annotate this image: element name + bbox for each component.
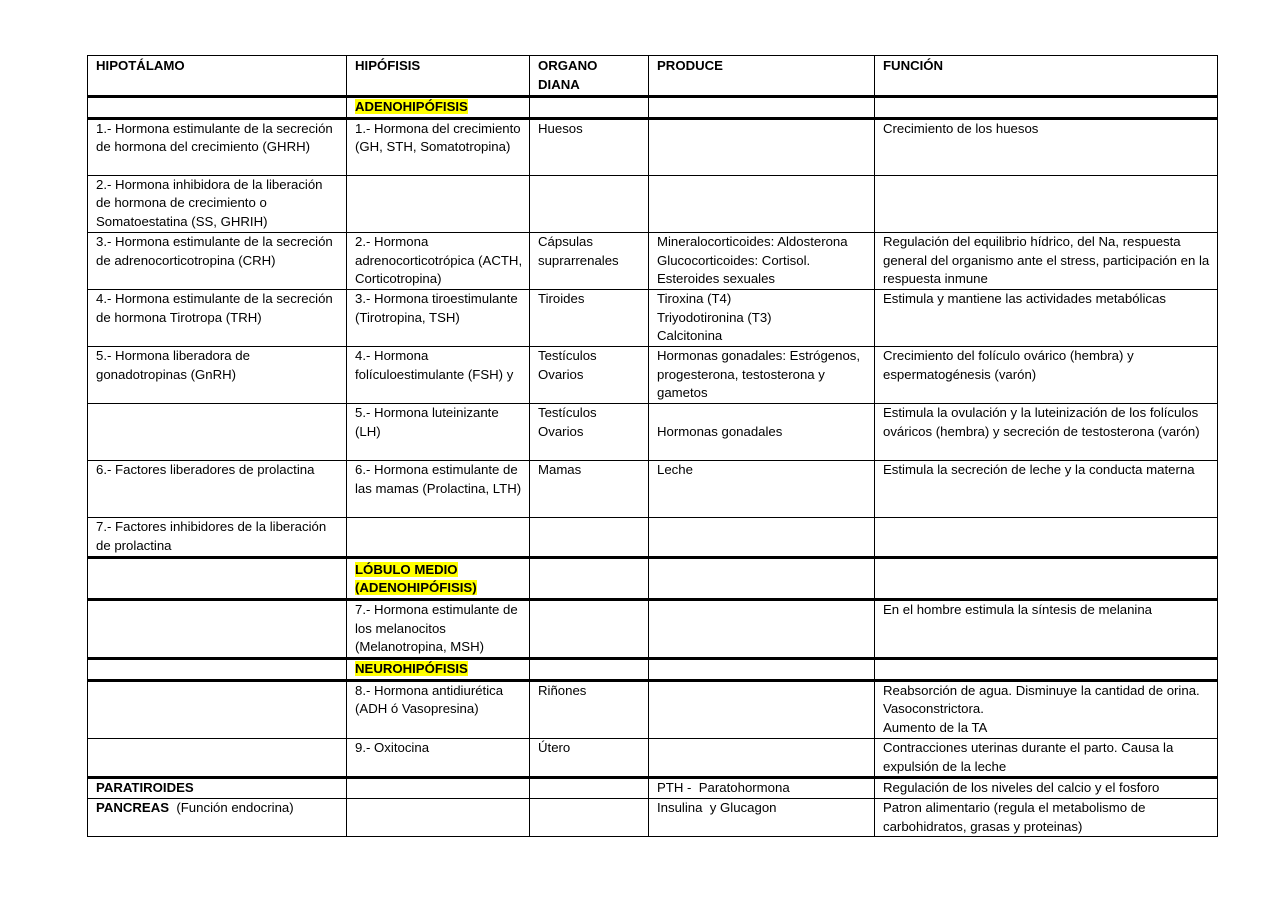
cell-hipofisis: 7.- Hormona estimulante de los melanocitos (Melanotropina, MSH) (347, 599, 530, 658)
cell-funcion: Crecimiento del folículo ovárico (hembra) y espermatogénesis (varón) (875, 347, 1218, 404)
cell-hipotalamo: 2.- Hormona inhibidora de la liberación de hormona de crecimiento o Somatoestatina (SS, GHRIH) (88, 175, 347, 232)
produce-line: Triyodotironina (T3) (657, 309, 772, 325)
section-row-lobulo-medio (88, 557, 1218, 599)
table-row (88, 778, 1218, 799)
produce-line: Glucocorticoides: Cortisol. (657, 252, 811, 268)
cell-produce (649, 518, 875, 557)
table-row (88, 289, 1218, 346)
cell-produce (649, 232, 875, 289)
cell-produce: PTH - Paratohormona (649, 778, 875, 799)
cell-organo (530, 347, 649, 404)
cell-funcion (875, 680, 1218, 738)
cell-organo (530, 798, 649, 836)
table-header-row (88, 56, 1218, 97)
cell-produce (649, 680, 875, 738)
organo-line: Testículos (538, 405, 597, 421)
cell-produce: Insulina y Glucagon (649, 798, 875, 836)
cell-organo (530, 778, 649, 799)
cell-funcion: Crecimiento de los huesos (875, 118, 1218, 175)
cell-funcion: Estimula y mantiene las actividades metabólicas (875, 289, 1218, 346)
cell-organo (530, 599, 649, 658)
organo-line: Testículos (538, 348, 597, 364)
section-row-adenohipofisis (88, 97, 1218, 119)
section-label-lobulo-medio: LÓBULO MEDIO (ADENOHIPÓFISIS) (355, 561, 477, 596)
cell-produce: Leche (649, 461, 875, 518)
cell-hipotalamo: 5.- Hormona liberadora de gonadotropinas (GnRH) (88, 347, 347, 404)
cell-hipofisis: 2.- Hormona adrenocorticotrópica (ACTH, Corticotropina) (347, 232, 530, 289)
produce-line: Calcitonina (657, 328, 723, 344)
cell-funcion: Contracciones uterinas durante el parto. Causa la expulsión de la leche (875, 738, 1218, 777)
table-row (88, 232, 1218, 289)
header-funcion: FUNCIÓN (875, 56, 1218, 97)
cell-funcion: Patron alimentario (regula el metabolismo de carbohidratos, grasas y proteinas) (875, 798, 1218, 836)
cell-hipofisis: 3.- Hormona tiroestimulante (Tirotropina, TSH) (347, 289, 530, 346)
organo-line: Ovarios (538, 366, 584, 382)
cell-hipotalamo (88, 599, 347, 658)
cell-hipotalamo: 7.- Factores inhibidores de la liberación de prolactina (88, 518, 347, 557)
cell-organo: Huesos (530, 118, 649, 175)
section-label-neurohipofisis: NEUROHIPÓFISIS (355, 661, 468, 677)
section-row-neurohipofisis (88, 659, 1218, 681)
produce-line: Esteroides sexuales (657, 271, 776, 287)
table-row (88, 175, 1218, 232)
cell-hipotalamo (88, 798, 347, 836)
cell-hipotalamo: 6.- Factores liberadores de prolactina (88, 461, 347, 518)
cell-hipofisis (347, 175, 530, 232)
cell-organo: Útero (530, 738, 649, 777)
funcion-line: Aumento de la TA (883, 720, 988, 736)
section-label-adenohipofisis: ADENOHIPÓFISIS (355, 99, 468, 114)
cell-hipofisis: 1.- Hormona del crecimiento (GH, STH, Somatotropina) (347, 118, 530, 175)
cell-funcion: En el hombre estimula la síntesis de melanina (875, 599, 1218, 658)
header-hipofisis: HIPÓFISIS (347, 56, 530, 97)
organo-line: Ovarios (538, 423, 584, 439)
table-row (88, 118, 1218, 175)
cell-produce (649, 175, 875, 232)
cell-produce (649, 118, 875, 175)
cell-organo (530, 404, 649, 461)
cell-produce (649, 289, 875, 346)
cell-hipotalamo: 1.- Hormona estimulante de la secreción de hormona del crecimiento (GHRH) (88, 118, 347, 175)
table-row (88, 738, 1218, 777)
cell-hipotalamo: 3.- Hormona estimulante de la secreción de adrenocorticotropina (CRH) (88, 232, 347, 289)
hormone-table (87, 55, 1218, 837)
cell-hipotalamo (88, 778, 347, 799)
cell-funcion (875, 518, 1218, 557)
produce-text: Hormonas gonadales (657, 423, 783, 439)
table-row (88, 680, 1218, 738)
header-hipotalamo: HIPOTÁLAMO (88, 56, 347, 97)
cell-hipotalamo: 4.- Hormona estimulante de la secreción de hormona Tirotropa (TRH) (88, 289, 347, 346)
cell-organo (530, 518, 649, 557)
table-row (88, 347, 1218, 404)
cell-hipotalamo (88, 738, 347, 777)
table-row (88, 798, 1218, 836)
table-row (88, 404, 1218, 461)
cell-hipofisis: 5.- Hormona luteinizante (LH) (347, 404, 530, 461)
cell-hipotalamo (88, 680, 347, 738)
cell-hipofisis: 8.- Hormona antidiurética (ADH ó Vasopresina) (347, 680, 530, 738)
cell-hipofisis: 9.- Oxitocina (347, 738, 530, 777)
gland-name: PARATIROIDES (96, 780, 194, 796)
cell-funcion: Regulación del equilibrio hídrico, del Na, respuesta general del organismo ante el stress, participación en la respuesta inmune (875, 232, 1218, 289)
cell-organo: Tiroides (530, 289, 649, 346)
cell-funcion (875, 175, 1218, 232)
cell-hipofisis (347, 778, 530, 799)
cell-produce: Hormonas gonadales: Estrógenos, progesterona, testosterona y gametos (649, 347, 875, 404)
funcion-line: Reabsorción de agua. Disminuye la cantidad de orina. Vasoconstrictora. (883, 682, 1200, 717)
produce-line: Mineralocorticoides: Aldosterona (657, 233, 848, 249)
header-organo-diana: ORGANO DIANA (530, 56, 649, 97)
cell-hipofisis: 6.- Hormona estimulante de las mamas (Prolactina, LTH) (347, 461, 530, 518)
gland-note: (Función endocrina) (169, 799, 294, 815)
cell-hipotalamo (88, 404, 347, 461)
cell-produce (649, 738, 875, 777)
cell-funcion: Estimula la ovulación y la luteinización de los folículos ováricos (hembra) y secreción de testosterona (varón) (875, 404, 1218, 461)
header-produce: PRODUCE (649, 56, 875, 97)
cell-organo: Riñones (530, 680, 649, 738)
gland-name: PANCREAS (96, 799, 170, 815)
cell-produce (649, 599, 875, 658)
cell-hipofisis (347, 798, 530, 836)
cell-produce (649, 404, 875, 461)
table-row (88, 518, 1218, 557)
cell-organo (530, 175, 649, 232)
table-row (88, 461, 1218, 518)
cell-organo: Cápsulas suprarrenales (530, 232, 649, 289)
cell-hipofisis: 4.- Hormona folículoestimulante (FSH) y (347, 347, 530, 404)
produce-line: Tiroxina (T4) (657, 290, 732, 306)
table-row (88, 599, 1218, 658)
cell-hipofisis (347, 518, 530, 557)
cell-funcion: Estimula la secreción de leche y la conducta materna (875, 461, 1218, 518)
cell-organo: Mamas (530, 461, 649, 518)
cell-funcion: Regulación de los niveles del calcio y el fosforo (875, 778, 1218, 799)
